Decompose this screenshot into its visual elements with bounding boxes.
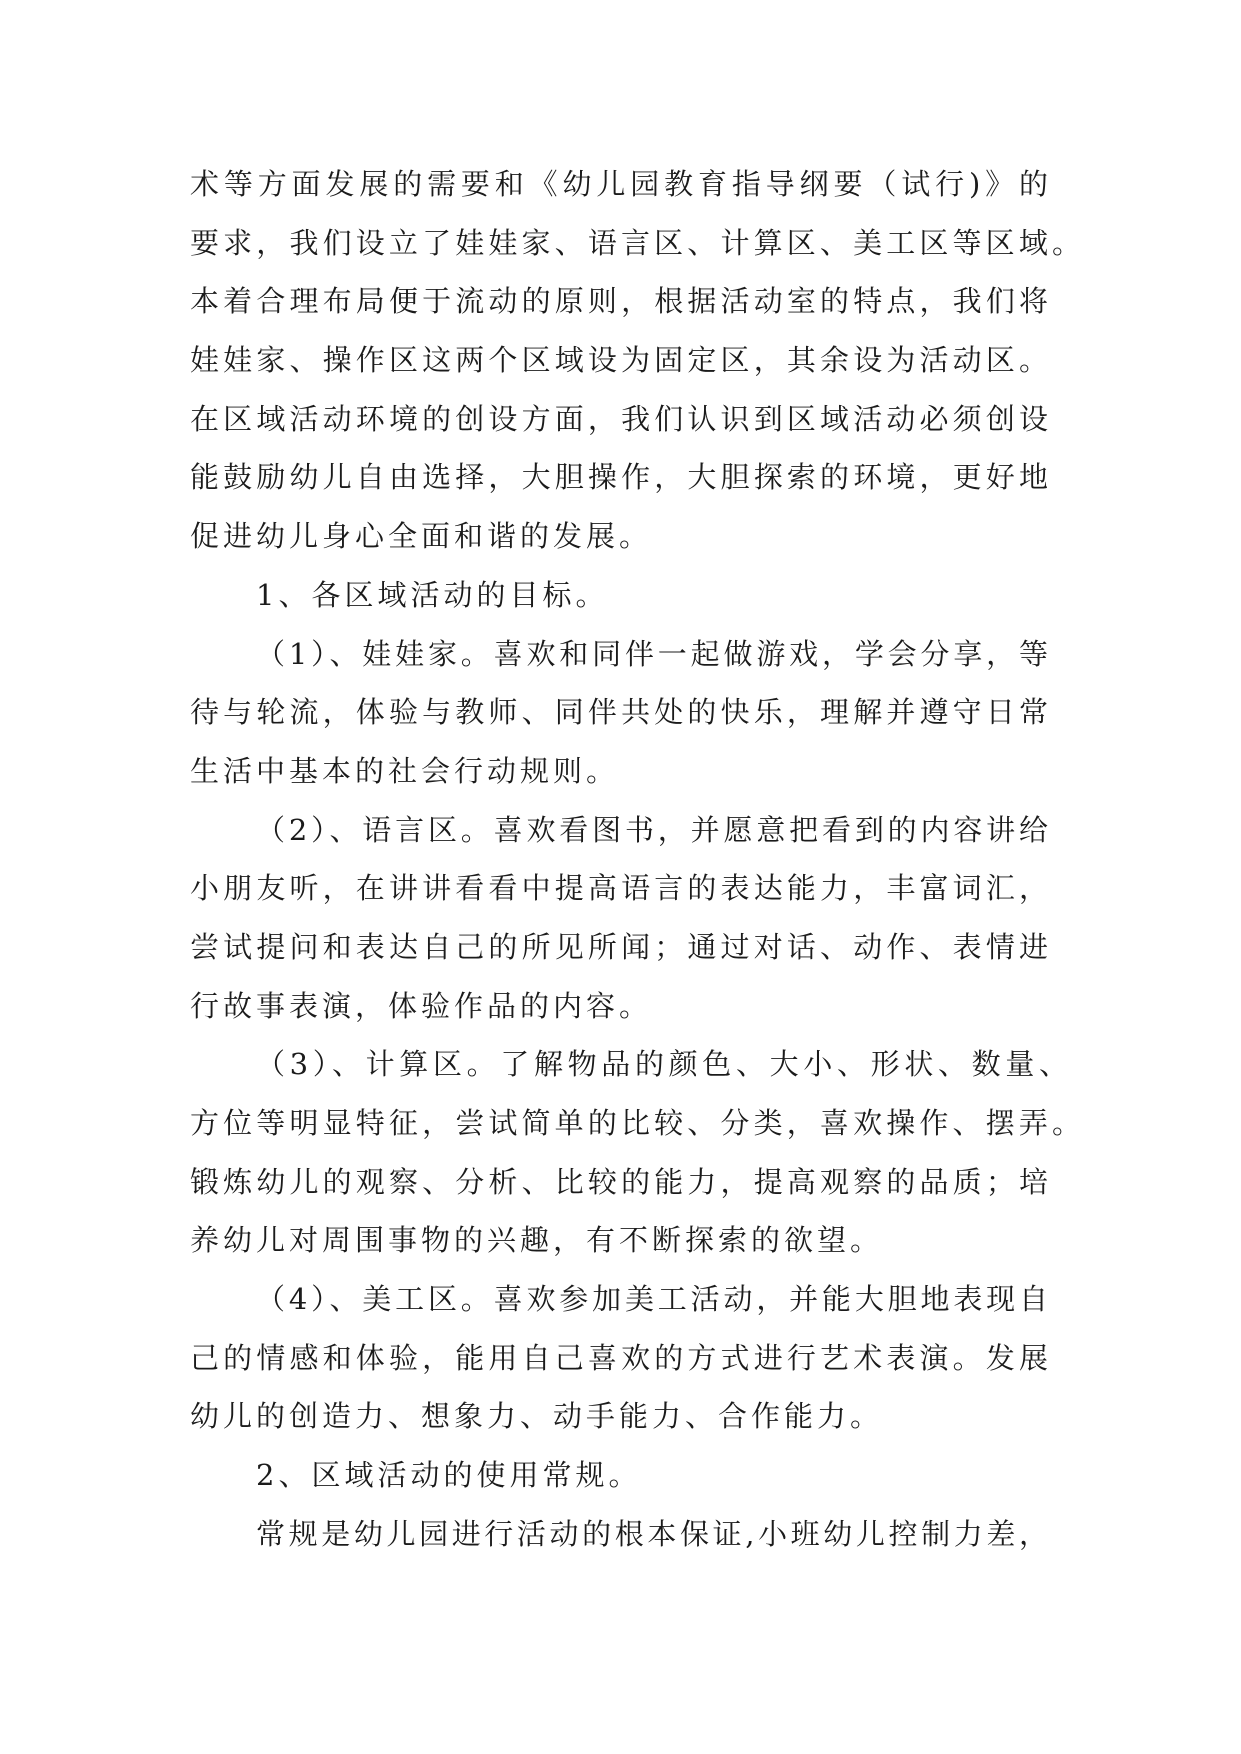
text-line: 娃娃家、操作区这两个区域设为固定区，其余设为活动区。	[190, 343, 1051, 378]
text-line: （3）、计算区。了解物品的颜色、大小、形状、数量、	[256, 1047, 1071, 1082]
text-line: （1）、娃娃家。喜欢和同伴一起做游戏，学会分享，等	[256, 636, 1051, 671]
section-heading-goals	[190, 566, 1241, 625]
text-line: 要求，我们设立了娃娃家、语言区、计算区、美工区等区域。	[190, 225, 1084, 260]
section-heading-routines	[190, 1446, 1241, 1505]
text-line: 本着合理布局便于流动的原则，根据活动室的特点，我们将	[190, 284, 1051, 319]
paragraph-math-area	[190, 1035, 1241, 1270]
paragraph-doll-house	[190, 625, 1241, 801]
text-line: （2）、语言区。喜欢看图书，并愿意把看到的内容讲给	[256, 812, 1051, 847]
paragraph-language-area	[190, 801, 1241, 1036]
text-line: 小朋友听，在讲讲看看中提高语言的表达能力，丰富词汇，	[190, 871, 1051, 906]
text-line: 生活中基本的社会行动规则。	[190, 753, 620, 788]
text-line: 行故事表演，体验作品的内容。	[190, 988, 653, 1023]
text-line: 在区域活动环境的创设方面，我们认识到区域活动必须创设	[190, 401, 1051, 436]
text-line: 幼儿的创造力、想象力、动手能力、合作能力。	[190, 1399, 884, 1434]
section-heading: 1、各区域活动的目标。	[256, 577, 609, 612]
section-heading: 2、区域活动的使用常规。	[256, 1458, 642, 1493]
text-line: 己的情感和体验，能用自己喜欢的方式进行艺术表演。发展	[190, 1340, 1051, 1375]
text-line: 待与轮流，体验与教师、同伴共处的快乐，理解并遵守日常	[190, 695, 1051, 730]
text-line: 尝试提问和表达自己的所见所闻；通过对话、动作、表情进	[190, 929, 1051, 964]
text-line: 方位等明显特征，尝试简单的比较、分类，喜欢操作、摆弄。	[190, 1106, 1084, 1140]
text-line: 促进幼儿身心全面和谐的发展。	[190, 519, 653, 554]
text-line: 养幼儿对周围事物的兴趣，有不断探索的欲望。	[190, 1223, 884, 1258]
paragraph-intro	[190, 155, 1241, 566]
paragraph-art-area	[190, 1270, 1241, 1446]
text-line: 常规是幼儿园进行活动的根本保证,小班幼儿控制力差，	[256, 1516, 1051, 1551]
text-line: （4）、美工区。喜欢参加美工活动，并能大胆地表现自	[256, 1282, 1051, 1317]
paragraph-routines	[190, 1505, 1241, 1564]
text-line: 术等方面发展的需要和《幼儿园教育指导纲要（试行)》的	[190, 167, 1051, 201]
text-line: 锻炼幼儿的观察、分析、比较的能力，提高观察的品质；培	[190, 1164, 1051, 1199]
text-line: 能鼓励幼儿自由选择，大胆操作，大胆探索的环境，更好地	[190, 460, 1051, 495]
